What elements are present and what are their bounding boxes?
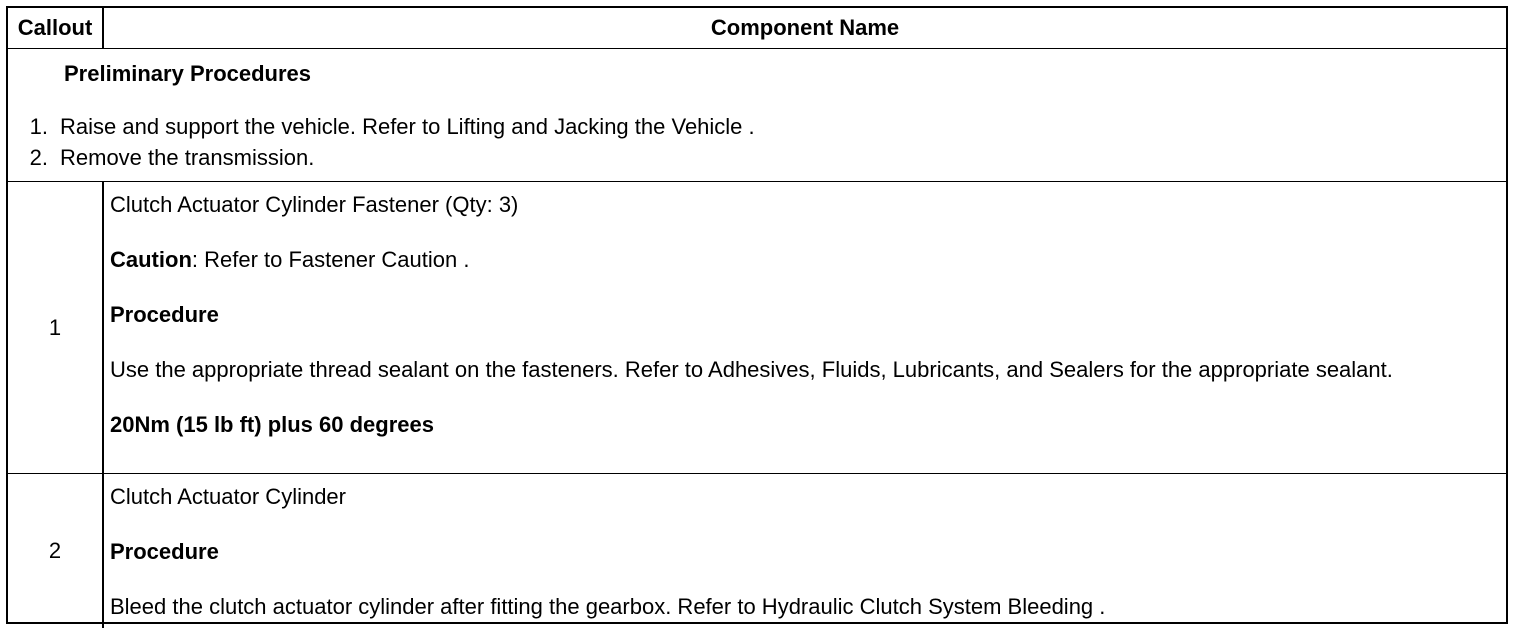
step-text: Raise and support the vehicle. Refer to Lifting and Jacking the Vehicle . <box>60 114 755 139</box>
header-row <box>8 8 1506 49</box>
step-text: Remove the transmission. <box>60 145 315 170</box>
list-item <box>8 111 1506 142</box>
callout-header: Callout <box>8 8 103 49</box>
preliminary-row <box>8 49 1506 182</box>
procedure-table <box>8 8 1506 628</box>
procedure-text: Bleed the clutch actuator cylinder after fitting the gearbox. Refer to Hydraulic Clutch System Bleeding . <box>110 594 1106 619</box>
component-name: Clutch Actuator Cylinder <box>110 484 346 509</box>
torque-spec: 20Nm (15 lb ft) plus 60 degrees <box>110 412 434 437</box>
procedure-table-frame <box>6 6 1508 624</box>
preliminary-steps <box>8 111 1506 173</box>
callout-number: 1 <box>8 182 103 474</box>
procedure-heading: Procedure <box>110 539 219 564</box>
list-item <box>8 142 1506 173</box>
component-cell <box>103 182 1506 474</box>
procedure-heading: Procedure <box>110 302 219 327</box>
procedure-text: Use the appropriate thread sealant on the fasteners. Refer to Adhesives, Fluids, Lubricants, and Sealers for the appropriate sealant. <box>110 357 1393 382</box>
caution-text: : Refer to Fastener Caution . <box>191 247 470 272</box>
table-row <box>8 474 1506 628</box>
callout-number: 2 <box>8 474 103 628</box>
component-name: Clutch Actuator Cylinder Fastener (Qty: 3) <box>110 192 519 217</box>
step-number: 1. <box>29 114 48 139</box>
preliminary-cell <box>8 49 1506 182</box>
preliminary-title: Preliminary Procedures <box>64 61 312 86</box>
step-number: 2. <box>29 145 48 170</box>
table-row <box>8 182 1506 474</box>
caution-line <box>110 245 1486 274</box>
component-name-header: Component Name <box>103 8 1506 49</box>
caution-label: Caution <box>110 247 192 272</box>
component-cell <box>103 474 1506 628</box>
